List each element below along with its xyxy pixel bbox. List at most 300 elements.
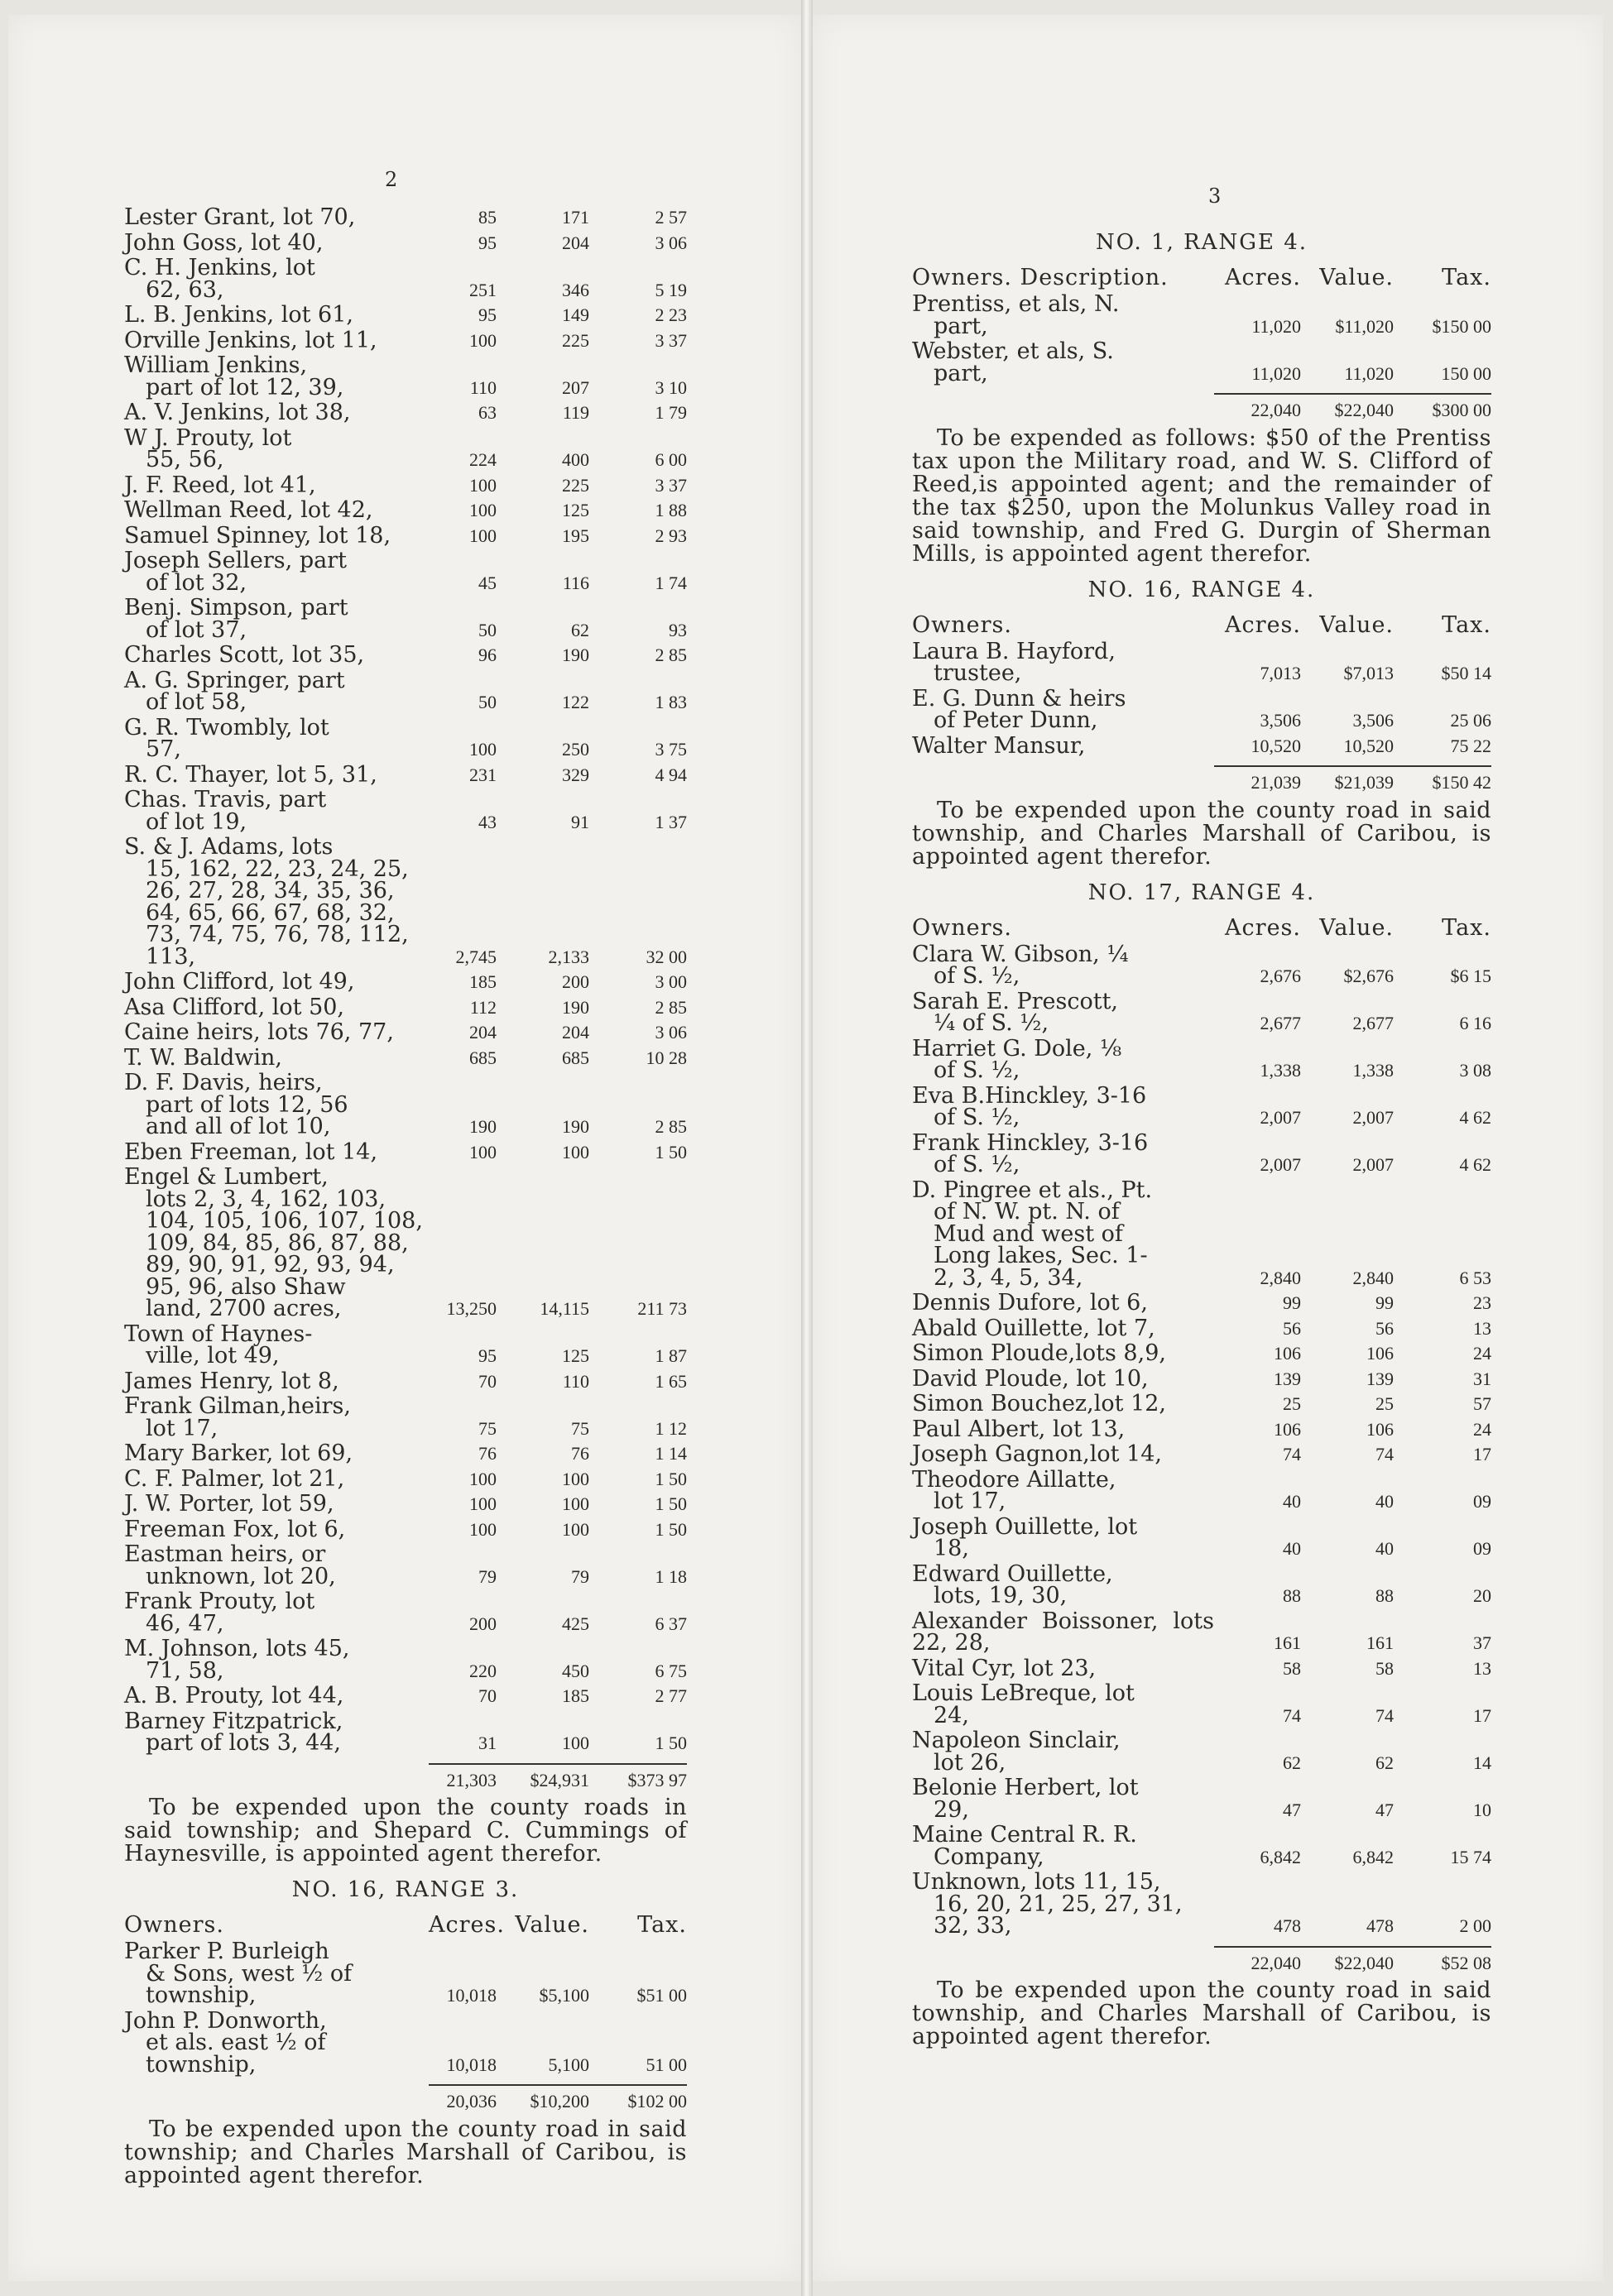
- table-row: [912, 988, 1491, 1036]
- acres-cell: 11,020: [1251, 362, 1301, 384]
- owner-name: [124, 472, 429, 498]
- owner-name-line: James Henry, lot 8,: [124, 1368, 339, 1394]
- tax-cell: 1 88: [655, 500, 687, 520]
- acres-cell: 2,745: [455, 946, 497, 967]
- owner-name-line: Alexander Boissoner, lots 22, 28,: [912, 1608, 1214, 1656]
- owner-name: [124, 836, 429, 968]
- acres-cell: 200: [469, 1613, 497, 1634]
- owner-name-line: & Sons, west ½ of: [146, 1960, 353, 1987]
- owner-name-line: Samuel Spinney, lot 18,: [124, 522, 391, 549]
- table-row: [912, 1680, 1491, 1728]
- owner-name: [124, 1541, 429, 1589]
- tax-cell: 1 87: [655, 1345, 687, 1366]
- owner-name-line: 104, 105, 106, 107, 108,: [146, 1208, 423, 1234]
- owner-name: [912, 732, 1214, 759]
- value-cell: 88: [1375, 1585, 1394, 1606]
- total-value: $22,040: [1301, 1946, 1394, 1975]
- acres-cell: 224: [469, 449, 497, 470]
- tax-cell: 51 00: [646, 2054, 687, 2075]
- owner-name: [124, 642, 429, 668]
- total-tax: $373 97: [589, 1763, 687, 1792]
- total-row: [124, 1763, 687, 1792]
- owner-name: [124, 1465, 429, 1492]
- table-row: [124, 1941, 687, 2007]
- value-cell: 225: [562, 329, 589, 351]
- owner-name-line: 18,: [934, 1536, 969, 1561]
- owner-name-line: Wellman Reed, lot 42,: [124, 497, 373, 523]
- owner-name-line: 32, 33,: [934, 1913, 1012, 1939]
- acres-cell: 96: [478, 645, 497, 665]
- acres-cell: 10,018: [446, 1985, 497, 2006]
- owner-name-line: 71, 58,: [146, 1657, 224, 1684]
- value-cell: 204: [562, 232, 589, 253]
- total-value: $21,039: [1301, 765, 1394, 794]
- acres-cell: 100: [469, 525, 497, 546]
- tax-cell: 1 50: [655, 1141, 687, 1162]
- acres-cell: 95: [478, 232, 497, 253]
- value-cell: 100: [562, 1518, 589, 1540]
- owner-name-line: lots 2, 3, 4, 162, 103,: [146, 1186, 386, 1212]
- owner-name-line: G. R. Twombly, lot: [124, 714, 329, 741]
- acres-cell: 74: [1283, 1444, 1301, 1464]
- owner-name-line: 109, 84, 85, 86, 87, 88,: [146, 1229, 409, 1256]
- table-row: [124, 304, 687, 327]
- owner-name-line: William Jenkins,: [124, 352, 308, 378]
- agent-paragraph: To be expended upon the county road in said township; and Charles Marshall of Caribou, is appointed agent therefor.: [124, 2116, 687, 2188]
- table-row: [124, 597, 687, 641]
- acres-cell: 10,520: [1251, 735, 1301, 756]
- owner-name-line: Walter Mansur,: [912, 732, 1086, 759]
- owner-name-line: A. G. Springer, part: [124, 667, 345, 693]
- book-spine: [801, 0, 813, 2296]
- table-row: [124, 550, 687, 594]
- acres-cell: 40: [1283, 1538, 1301, 1559]
- owner-name-line: lot 17,: [146, 1415, 218, 1441]
- owner-name-line: Asa Clifford, lot 50,: [124, 994, 345, 1020]
- owner-name-line: of S. ½,: [934, 1105, 1020, 1130]
- tax-cell: 2 77: [655, 1685, 687, 1706]
- owner-name-line: trustee,: [934, 660, 1022, 686]
- column-header: [912, 915, 1491, 941]
- value-cell: 204: [562, 1022, 589, 1043]
- owner-name: [124, 402, 429, 424]
- value-cell: 2,007: [1352, 1107, 1394, 1128]
- tax-column-label: Tax.: [1442, 914, 1491, 941]
- owner-name-line: 24,: [934, 1702, 969, 1728]
- owner-name: [124, 994, 429, 1020]
- owner-name-line: Unknown, lots 11, 15,: [912, 1869, 1161, 1895]
- owner-name-line: and all of lot 10,: [146, 1114, 331, 1139]
- table-row: [124, 1044, 687, 1071]
- owner-name-line: Orville Jenkins, lot 11,: [124, 327, 377, 353]
- owner-name-line: part,: [934, 360, 988, 386]
- owner-name-line: Caine heirs, lots 76, 77,: [124, 1019, 394, 1045]
- owner-name: [124, 352, 429, 400]
- owner-name-line: Maine Central R. R.: [912, 1822, 1137, 1848]
- table-row: [912, 1466, 1491, 1514]
- tax-cell: 1 18: [655, 1565, 687, 1587]
- table-row: [912, 338, 1491, 386]
- owner-name: [912, 1292, 1214, 1315]
- value-cell: 40: [1375, 1491, 1394, 1512]
- owner-name-line: 2, 3, 4, 5, 34,: [934, 1264, 1083, 1291]
- value-cell: 450: [562, 1660, 589, 1681]
- acres-cell: 100: [469, 1493, 497, 1514]
- owner-name: [124, 1138, 429, 1165]
- table-row: [912, 291, 1491, 339]
- value-cell: 125: [562, 1345, 589, 1366]
- tax-cell: 3 75: [655, 739, 687, 760]
- total-tax: $150 42: [1394, 765, 1491, 794]
- acres-cell: 139: [1274, 1368, 1301, 1389]
- total-spacer: [912, 765, 1214, 794]
- tax-cell: 57: [1473, 1393, 1491, 1414]
- value-cell: 25: [1375, 1393, 1394, 1414]
- value-cell: 62: [571, 619, 589, 640]
- owner-name-line: part of lots 3, 44,: [146, 1730, 342, 1756]
- total-tax: $52 08: [1394, 1946, 1491, 1975]
- owner-name: [124, 1072, 429, 1138]
- tax-cell: 13: [1473, 1657, 1491, 1679]
- tax-cell: 09: [1473, 1491, 1491, 1512]
- owner-name-line: of S. ½,: [934, 963, 1020, 989]
- owner-name: [912, 1315, 1214, 1341]
- value-cell: 190: [562, 645, 589, 665]
- acres-cell: 6,842: [1260, 1846, 1301, 1867]
- agent-paragraph: To be expended upon the county road in said township, and Charles Marshall of Caribou, is appointed agent therefor.: [912, 797, 1491, 870]
- acres-cell: 112: [469, 996, 497, 1018]
- owners-column-label: Owners.: [124, 1912, 224, 1938]
- tax-cell: 15 74: [1450, 1846, 1491, 1867]
- tax-cell: 1 74: [655, 572, 687, 593]
- owner-name-line: 62, 63,: [146, 276, 224, 303]
- tax-cell: $150 00: [1432, 315, 1491, 337]
- owner-name: [124, 2007, 429, 2078]
- tax-cell: 3 10: [655, 376, 687, 398]
- owner-name-line: Town of Haynes-: [124, 1321, 313, 1347]
- tax-cell: 6 53: [1459, 1267, 1491, 1288]
- owner-name: [124, 1164, 429, 1321]
- owner-name-line: T. W. Baldwin,: [124, 1044, 282, 1071]
- owner-name-line: Harriet G. Dole, ⅛: [912, 1035, 1122, 1062]
- owner-name-line: 64, 65, 66, 67, 68, 32,: [146, 899, 395, 926]
- owner-name: [124, 1591, 429, 1635]
- owner-name: [912, 1777, 1214, 1821]
- tax-cell: 25 06: [1450, 710, 1491, 731]
- owner-name-line: J. W. Porter, lot 59,: [124, 1491, 334, 1517]
- tax-cell: 2 85: [655, 1116, 687, 1137]
- value-cell: 139: [1366, 1368, 1394, 1389]
- owner-name-line: Dennis Dufore, lot 6,: [912, 1290, 1148, 1316]
- owner-name-line: Theodore Aillatte,: [912, 1466, 1116, 1493]
- value-cell: 400: [562, 449, 589, 470]
- owner-name-line: Laura B. Hayford,: [912, 638, 1116, 664]
- owner-name-line: Belonie Herbert, lot: [912, 1775, 1139, 1800]
- acres-cell: 88: [1283, 1585, 1301, 1606]
- value-cell: 99: [1375, 1292, 1394, 1313]
- owner-name-line: A. B. Prouty, lot 44,: [124, 1683, 344, 1709]
- table-row: [124, 1638, 687, 1682]
- value-cell: 14,115: [540, 1298, 589, 1319]
- owner-name: [912, 1129, 1214, 1177]
- owner-name: [124, 1638, 429, 1682]
- table-row: [124, 472, 687, 498]
- tax-cell: 37: [1473, 1632, 1491, 1653]
- acres-cell: 220: [469, 1660, 497, 1681]
- column-header: [912, 612, 1491, 638]
- value-cell: 10,520: [1343, 735, 1394, 756]
- table-row: [124, 836, 687, 968]
- total-spacer: [124, 1763, 429, 1792]
- acres-cell: 685: [469, 1047, 497, 1068]
- tax-cell: 75 22: [1450, 735, 1491, 756]
- owner-name: [124, 1019, 429, 1045]
- total-spacer: [912, 393, 1214, 422]
- owner-name-line: of Peter Dunn,: [934, 707, 1098, 733]
- table-row: [124, 714, 687, 762]
- table-row: [124, 1138, 687, 1165]
- owner-name-line: Frank Hinckley, 3-16: [912, 1129, 1149, 1156]
- value-cell: 161: [1366, 1632, 1394, 1653]
- tax-cell: 10 28: [646, 1047, 687, 1068]
- acres-cell: 204: [469, 1022, 497, 1043]
- acres-cell: 1,338: [1260, 1060, 1301, 1081]
- owner-name-line: 57,: [146, 736, 181, 762]
- table-row: [912, 1393, 1491, 1416]
- owner-name-line: Clara W. Gibson, ¼: [912, 941, 1129, 967]
- tax-cell: 5 19: [655, 279, 687, 300]
- owner-name-line: L. B. Jenkins, lot 61,: [124, 302, 353, 328]
- value-column-label: Value.: [1319, 265, 1394, 290]
- owner-name: [124, 1044, 429, 1071]
- tax-cell: 31: [1473, 1368, 1491, 1389]
- value-cell: $7,013: [1343, 663, 1394, 683]
- owner-name: [124, 550, 429, 594]
- total-acres: 20,036: [429, 2084, 497, 2113]
- acres-cell: 99: [1283, 1292, 1301, 1313]
- owner-name: [124, 1516, 429, 1542]
- owner-name-line: John P. Donworth,: [124, 2007, 327, 2034]
- owner-name: [124, 327, 429, 353]
- owner-name-line: 26, 27, 28, 34, 35, 36,: [146, 878, 395, 904]
- owners-column-label: Owners.: [912, 611, 1012, 638]
- owner-name: [912, 1869, 1214, 1939]
- left-content: [124, 204, 687, 2199]
- owner-name: [912, 941, 1214, 989]
- acres-cell: 251: [469, 279, 497, 300]
- table-row: [912, 1655, 1491, 1681]
- value-cell: 2,133: [548, 946, 589, 967]
- owner-name-line: lots, 19, 30,: [934, 1583, 1068, 1608]
- acres-cell: 70: [478, 1685, 497, 1706]
- acres-cell: 2,677: [1260, 1013, 1301, 1033]
- owner-name-line: R. C. Thayer, lot 5, 31,: [124, 761, 377, 788]
- owner-name-line: Mary Barker, lot 69,: [124, 1440, 353, 1466]
- acres-cell: 7,013: [1260, 663, 1301, 683]
- acres-cell: 63: [478, 402, 497, 423]
- owner-name-line: Mud and west of: [934, 1220, 1123, 1247]
- acres-cell: 10,018: [446, 2054, 497, 2075]
- owner-name: [912, 1513, 1214, 1561]
- tax-column-label: Tax.: [1442, 611, 1491, 638]
- owner-name-line: 46, 47,: [146, 1610, 224, 1637]
- value-cell: 171: [562, 207, 589, 228]
- owner-name-line: township,: [146, 1982, 257, 2008]
- value-cell: 329: [562, 764, 589, 785]
- table-row: [124, 761, 687, 788]
- owner-name-line: unknown, lot 20,: [146, 1563, 336, 1589]
- value-column-label: Value.: [1319, 611, 1394, 638]
- owner-name: [912, 1466, 1214, 1514]
- acres-cell: 161: [1274, 1632, 1301, 1653]
- owner-name-line: 113,: [146, 943, 196, 970]
- value-cell: 75: [571, 1417, 589, 1439]
- owner-name-line: ville, lot 49,: [146, 1343, 280, 1368]
- table-row: [124, 1368, 687, 1394]
- table-row: [124, 1708, 687, 1756]
- value-cell: 100: [562, 1468, 589, 1489]
- table-row: [124, 327, 687, 353]
- owner-name: [912, 1655, 1214, 1681]
- acres-cell: 100: [469, 1141, 497, 1162]
- tax-cell: 17: [1473, 1704, 1491, 1726]
- left-page: [8, 15, 801, 2281]
- table-row: [124, 1072, 687, 1138]
- owner-name-line: Eva B.Hinckley, 3-16: [912, 1082, 1147, 1109]
- tax-cell: 1 50: [655, 1733, 687, 1753]
- table-row: [912, 1035, 1491, 1083]
- acres-cell: 3,506: [1260, 710, 1301, 731]
- owner-name: [124, 714, 429, 762]
- owner-name-line: Benj. Simpson, part: [124, 595, 348, 621]
- table-row: [124, 1493, 687, 1516]
- acres-cell: 79: [478, 1565, 497, 1587]
- value-cell: 91: [571, 811, 589, 832]
- tax-cell: 20: [1473, 1585, 1491, 1606]
- total-row: [912, 393, 1491, 422]
- owner-name-line: Prentiss, et als, N.: [912, 291, 1120, 317]
- owner-name-line: Engel & Lumbert,: [124, 1164, 329, 1190]
- value-cell: 100: [562, 1733, 589, 1753]
- owner-name: [124, 424, 429, 472]
- owner-name: [912, 1441, 1214, 1467]
- tax-cell: 2 00: [1459, 1915, 1491, 1936]
- tax-cell: 4 94: [655, 764, 687, 785]
- acres-column-label: Acres.: [429, 1912, 505, 1938]
- owner-name-line: part,: [934, 313, 988, 339]
- value-column-label: Value.: [1319, 914, 1394, 941]
- owner-name-line: Frank Gilman,heirs,: [124, 1393, 351, 1419]
- owner-name-line: Louis LeBreque, lot: [912, 1680, 1135, 1706]
- value-cell: 122: [562, 692, 589, 712]
- owner-name: [124, 522, 429, 549]
- acres-column-label: Acres.: [1225, 611, 1301, 638]
- table-row: [912, 1824, 1491, 1868]
- tax-cell: 6 75: [655, 1660, 687, 1681]
- owner-name: [912, 1340, 1214, 1366]
- tax-column-label: Tax.: [1442, 265, 1491, 290]
- owner-name-line: S. & J. Adams, lots: [124, 834, 334, 860]
- value-cell: 2,007: [1352, 1154, 1394, 1175]
- tax-cell: 1 65: [655, 1370, 687, 1392]
- table-row: [124, 789, 687, 833]
- value-cell: 100: [562, 1141, 589, 1162]
- value-cell: 149: [562, 304, 589, 325]
- owner-name-line: of lot 32,: [146, 569, 247, 596]
- value-cell: $11,020: [1335, 315, 1394, 337]
- owner-name: [912, 1177, 1214, 1291]
- value-cell: 76: [571, 1443, 589, 1464]
- value-cell: 106: [1366, 1343, 1394, 1364]
- owner-name: [912, 685, 1214, 733]
- owner-name: [124, 971, 429, 994]
- value-cell: 5,100: [548, 2054, 589, 2075]
- tax-cell: 1 50: [655, 1518, 687, 1540]
- owner-name-line: 95, 96, also Shaw: [146, 1273, 346, 1300]
- owner-name-line: Simon Ploude,lots 8,9,: [912, 1340, 1166, 1366]
- agent-paragraph: To be expended as follows: $50 of the Prentiss tax upon the Military road, and W. S. Clifford of Reed,is appointed agent; and the remainder of the tax $250, upon the Molunkus Valley road in said township, and Fred G. Durgin of Sherman Mills, is appointed agent therefor.: [912, 424, 1491, 567]
- owner-name-line: D. F. Davis, heirs,: [124, 1070, 323, 1095]
- value-cell: 207: [562, 376, 589, 398]
- owner-name-line: Joseph Ouillette, lot: [912, 1513, 1138, 1540]
- tax-cell: 2 57: [655, 207, 687, 228]
- owner-name-line: of lot 58,: [146, 689, 247, 715]
- owner-name: [912, 1608, 1214, 1656]
- total-tax: $102 00: [589, 2084, 687, 2113]
- owner-name: [124, 1685, 429, 1708]
- acres-cell: 75: [478, 1417, 497, 1439]
- value-cell: 185: [562, 1685, 589, 1706]
- value-cell: 58: [1375, 1657, 1394, 1679]
- value-cell: 195: [562, 525, 589, 546]
- owner-name-line: 29,: [934, 1796, 969, 1823]
- tax-cell: $51 00: [636, 1985, 687, 2006]
- owner-name: [124, 667, 429, 715]
- owner-name-line: land, 2700 acres,: [146, 1296, 342, 1321]
- owner-name: [124, 1440, 429, 1466]
- acres-cell: 62: [1283, 1752, 1301, 1773]
- acres-cell: 100: [469, 1518, 497, 1540]
- acres-cell: 95: [478, 1345, 497, 1366]
- acres-cell: 231: [469, 764, 497, 785]
- owner-name-line: et als. east ½ of: [146, 2030, 326, 2055]
- value-cell: 74: [1375, 1444, 1394, 1464]
- tax-cell: $6 15: [1450, 966, 1491, 986]
- column-header: [124, 1912, 687, 1938]
- value-cell: $5,100: [539, 1985, 589, 2006]
- acres-cell: 47: [1283, 1799, 1301, 1820]
- table-row: [124, 522, 687, 549]
- value-cell: 685: [562, 1047, 589, 1068]
- owner-name: [124, 1321, 429, 1368]
- acres-cell: 100: [469, 500, 497, 520]
- owner-name-line: A. V. Jenkins, lot 38,: [124, 400, 351, 425]
- owners-column-label: Owners.: [912, 914, 1012, 941]
- value-cell: 190: [562, 996, 589, 1018]
- owner-name: [124, 1493, 429, 1516]
- table-row: [124, 1685, 687, 1708]
- table-row: [124, 1019, 687, 1045]
- table-row: [124, 402, 687, 424]
- value-cell: 225: [562, 474, 589, 496]
- column-header: [912, 265, 1491, 290]
- total-acres: 22,040: [1214, 1946, 1301, 1975]
- owner-name-line: Charles Scott, lot 35,: [124, 642, 365, 668]
- owner-name-line: 89, 90, 91, 92, 93, 94,: [146, 1252, 395, 1277]
- table-row: [912, 1513, 1491, 1561]
- acres-cell: 106: [1274, 1418, 1301, 1440]
- acres-cell: 110: [469, 376, 497, 398]
